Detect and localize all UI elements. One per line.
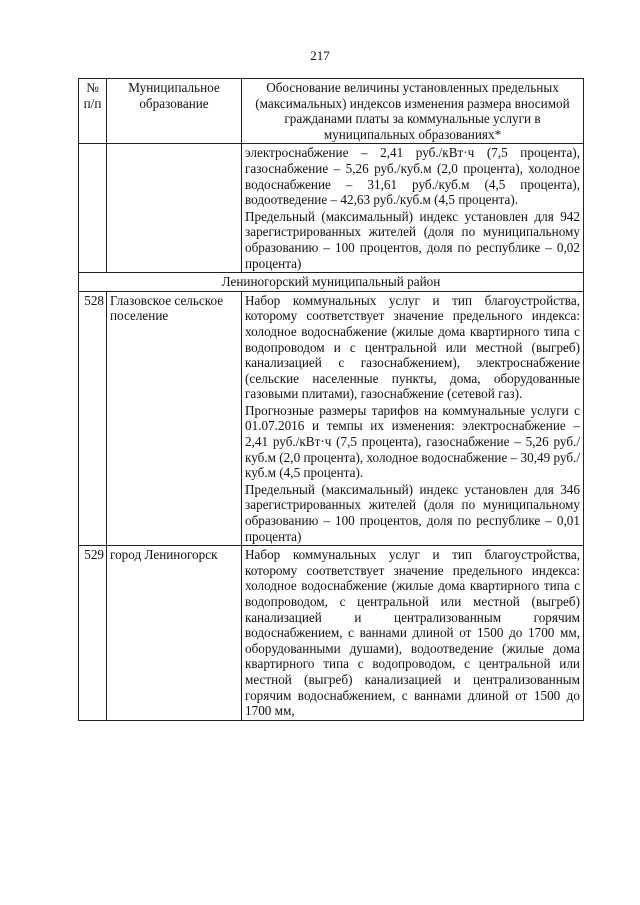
- continuation-number-cell: [79, 144, 107, 273]
- row-justification: [242, 546, 584, 721]
- section-title-row: [79, 273, 584, 292]
- table-row: [79, 291, 584, 546]
- row-number: 528: [79, 291, 107, 546]
- table-header-row: [79, 79, 584, 144]
- row-paragraph: Прогнозные размеры тарифов на коммунальные услуги с 01.07.2016 и темпы их изменения: электроснабжение – 2,41 руб./кВт·ч (7,5 процента), газоснабжение – 5,26 руб./куб.м (2,0 процента), холодное водоснабжение – 30,49 руб./куб.м (4,5 процента).: [245, 402, 580, 481]
- row-municipality: Глазовское сельское поселение: [107, 291, 242, 546]
- row-municipality: город Лениногорск: [107, 546, 242, 721]
- municipal-index-table: [78, 78, 584, 721]
- row-paragraph: Набор коммунальных услуг и тип благоустройства, которому соответствует значение предельного индекса: холодное водоснабжение (жилые дома квартирного типа с водопроводом и с центральной или местной (выгреб) канализацией с газоснабжением), электроснабжение (сельские населенные пункты, дома, оборудованные газовыми плитами), газоснабжение (сетевой газ).: [245, 292, 580, 402]
- section-title: Лениногорский муниципальный район: [79, 273, 584, 292]
- continuation-name-cell: [107, 144, 242, 273]
- continuation-paragraph: Предельный (максимальный) индекс установлен для 942 зарегистрированных жителей (доля по муниципальному образованию – 100 процентов, доля по республике – 0,02 процента): [245, 208, 580, 271]
- header-number: № п/п: [79, 79, 107, 144]
- row-paragraph: Набор коммунальных услуг и тип благоустройства, которому соответствует значение предельного индекса: холодное водоснабжение (жилые дома квартирного типа с водопроводом, с центральной или местной (выгреб) канализацией и централизованным горячим водоснабжением, с ваннами длиной от 1500 до 1700 мм, оборудованными душами), водоотведение (жилые дома квартирного типа с водопроводом, с центральной или местной (выгреб) канализацией и централизованным горячим водоснабжением, с ваннами длиной от 1500 до 1700 мм,: [245, 547, 580, 719]
- page-number: 217: [310, 48, 330, 63]
- row-justification: [242, 291, 584, 546]
- continuation-row: [79, 144, 584, 273]
- continuation-text-cell: [242, 144, 584, 273]
- header-justification: Обоснование величины установленных предельных (максимальных) индексов изменения размера вносимой гражданами платы за коммунальные услуги в муниципальных образованиях*: [242, 79, 584, 144]
- table-row: [79, 546, 584, 721]
- row-number: 529: [79, 546, 107, 721]
- continuation-paragraph: электроснабжение – 2,41 руб./кВт·ч (7,5 процента), газоснабжение – 5,26 руб./куб.м (2,0 процента), холодное водоснабжение – 31,61 руб./куб.м (4,5 процента), водоотведение – 42,63 руб./куб.м (4,5 процента).: [245, 145, 580, 208]
- row-paragraph: Предельный (максимальный) индекс установлен для 346 зарегистрированных жителей (доля по муниципальному образованию – 100 процентов, доля по республике – 0,01 процента): [245, 481, 580, 544]
- header-municipality: Муниципальное образование: [107, 79, 242, 144]
